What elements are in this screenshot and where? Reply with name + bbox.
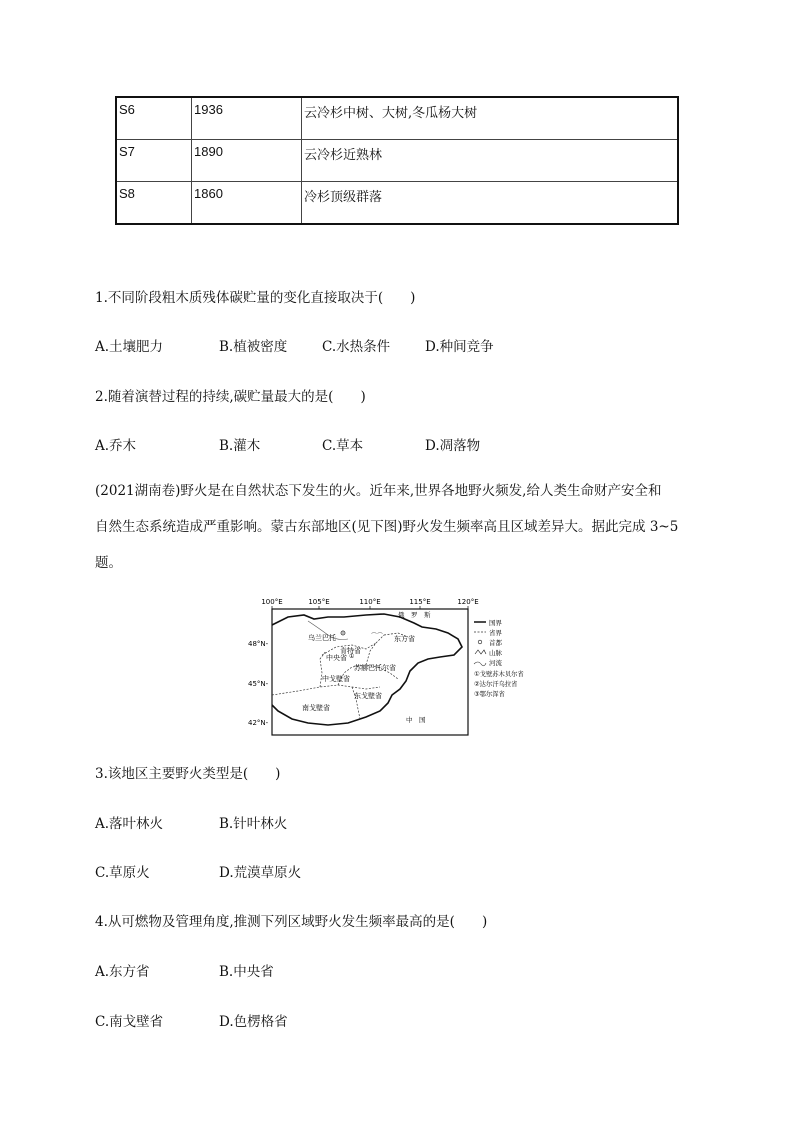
lon-label: 100°E <box>261 598 283 606</box>
legend-item: 河流 <box>489 659 502 667</box>
legend-item: 省界 <box>489 629 502 637</box>
lat-label: 45°N- <box>248 680 269 688</box>
lat-label: 48°N- <box>248 640 269 648</box>
label-marker-1: ① <box>349 653 355 660</box>
legend-item: 首都 <box>489 639 502 647</box>
option-a: A.土壤肥力 <box>95 339 164 355</box>
legend-item: 山脉 <box>489 649 502 657</box>
table-row <box>116 182 678 225</box>
option-c: C.南戈壁省 <box>95 1014 164 1030</box>
table-cell: 云冷杉中树、大树,冬瓜杨大树 <box>302 97 679 140</box>
table-row <box>116 97 678 140</box>
option-d: D.种间竞争 <box>425 339 494 355</box>
legend-item: ②达尔汗乌拉省 <box>474 681 518 688</box>
option-d: D.荒漠草原火 <box>219 865 302 881</box>
option-a: A.落叶林火 <box>95 816 164 832</box>
map-legend <box>474 618 524 698</box>
succession-table <box>115 96 679 225</box>
option-d: D.凋落物 <box>425 438 481 454</box>
option-a: A.乔木 <box>95 438 137 454</box>
passage-line: (2021湖南卷)野火是在自然状态下发生的火。近年来,世界各地野火频发,给人类生命财产安全和 <box>95 483 662 499</box>
table-cell: S6 <box>116 97 192 140</box>
option-c: C.草本 <box>322 438 364 454</box>
table-cell: 云冷杉近熟林 <box>302 140 679 182</box>
mongolia-map <box>248 595 550 738</box>
table-cell: 1936 <box>192 97 302 140</box>
question-1-stem: 1.不同阶段粗木质残体碳贮量的变化直接取决于( ) <box>95 290 416 306</box>
mountain-icon: ⌒⌒ <box>371 633 384 640</box>
question-3-stem: 3.该地区主要野火类型是( ) <box>95 766 281 782</box>
table-cell: 1860 <box>192 182 302 225</box>
option-d: D.色楞格省 <box>219 1014 288 1030</box>
table-cell: 1890 <box>192 140 302 182</box>
lon-label: 105°E <box>308 598 330 606</box>
lon-label: 120°E <box>457 598 479 606</box>
question-4-stem: 4.从可燃物及管理角度,推测下列区域野火发生频率最高的是( ) <box>95 914 488 930</box>
passage-line: 题。 <box>95 555 122 571</box>
label-umnugovi: 南戈壁省 <box>302 704 330 712</box>
lon-label: 110°E <box>359 598 381 606</box>
table-cell: S8 <box>116 182 192 225</box>
label-dornogovi: 东戈壁省 <box>354 692 382 700</box>
option-c: C.水热条件 <box>322 339 391 355</box>
passage-line: 自然生态系统造成严重影响。蒙古东部地区(见下图)野火发生频率高且区域差异大。据此完成 3~5 <box>95 519 679 535</box>
label-ulaanbaatar: 乌兰巴托 <box>308 634 336 642</box>
option-b: B.灌木 <box>219 438 261 454</box>
passage <box>95 473 705 581</box>
table-cell: 冷杉顶级群落 <box>302 182 679 225</box>
label-russia: 俄 罗 斯 <box>398 611 431 619</box>
legend-item: ①戈壁苏木贝尔省 <box>474 671 524 678</box>
lon-label: 115°E <box>409 598 431 606</box>
lat-label: 42°N- <box>248 719 269 727</box>
label-tuv: 中央省 <box>326 654 347 662</box>
label-china: 中 国 <box>406 716 426 724</box>
legend-item: ③鄂尔浑省 <box>474 691 505 698</box>
option-b: B.针叶林火 <box>219 816 288 832</box>
question-2-stem: 2.随着演替过程的持续,碳贮量最大的是( ) <box>95 389 366 405</box>
label-dundgovi: 中戈壁省 <box>322 675 350 683</box>
option-c: C.草原火 <box>95 865 150 881</box>
table-cell: S7 <box>116 140 192 182</box>
label-dornod: 东方省 <box>394 635 415 643</box>
label-khentii: 肯特省 <box>340 647 361 655</box>
label-sukhbaatar: 苏赫巴托尔省 <box>354 664 396 672</box>
option-b: B.中央省 <box>219 964 274 980</box>
table-row <box>116 140 678 182</box>
option-b: B.植被密度 <box>219 339 288 355</box>
legend-item: 国界 <box>489 619 502 627</box>
option-a: A.东方省 <box>95 964 150 980</box>
